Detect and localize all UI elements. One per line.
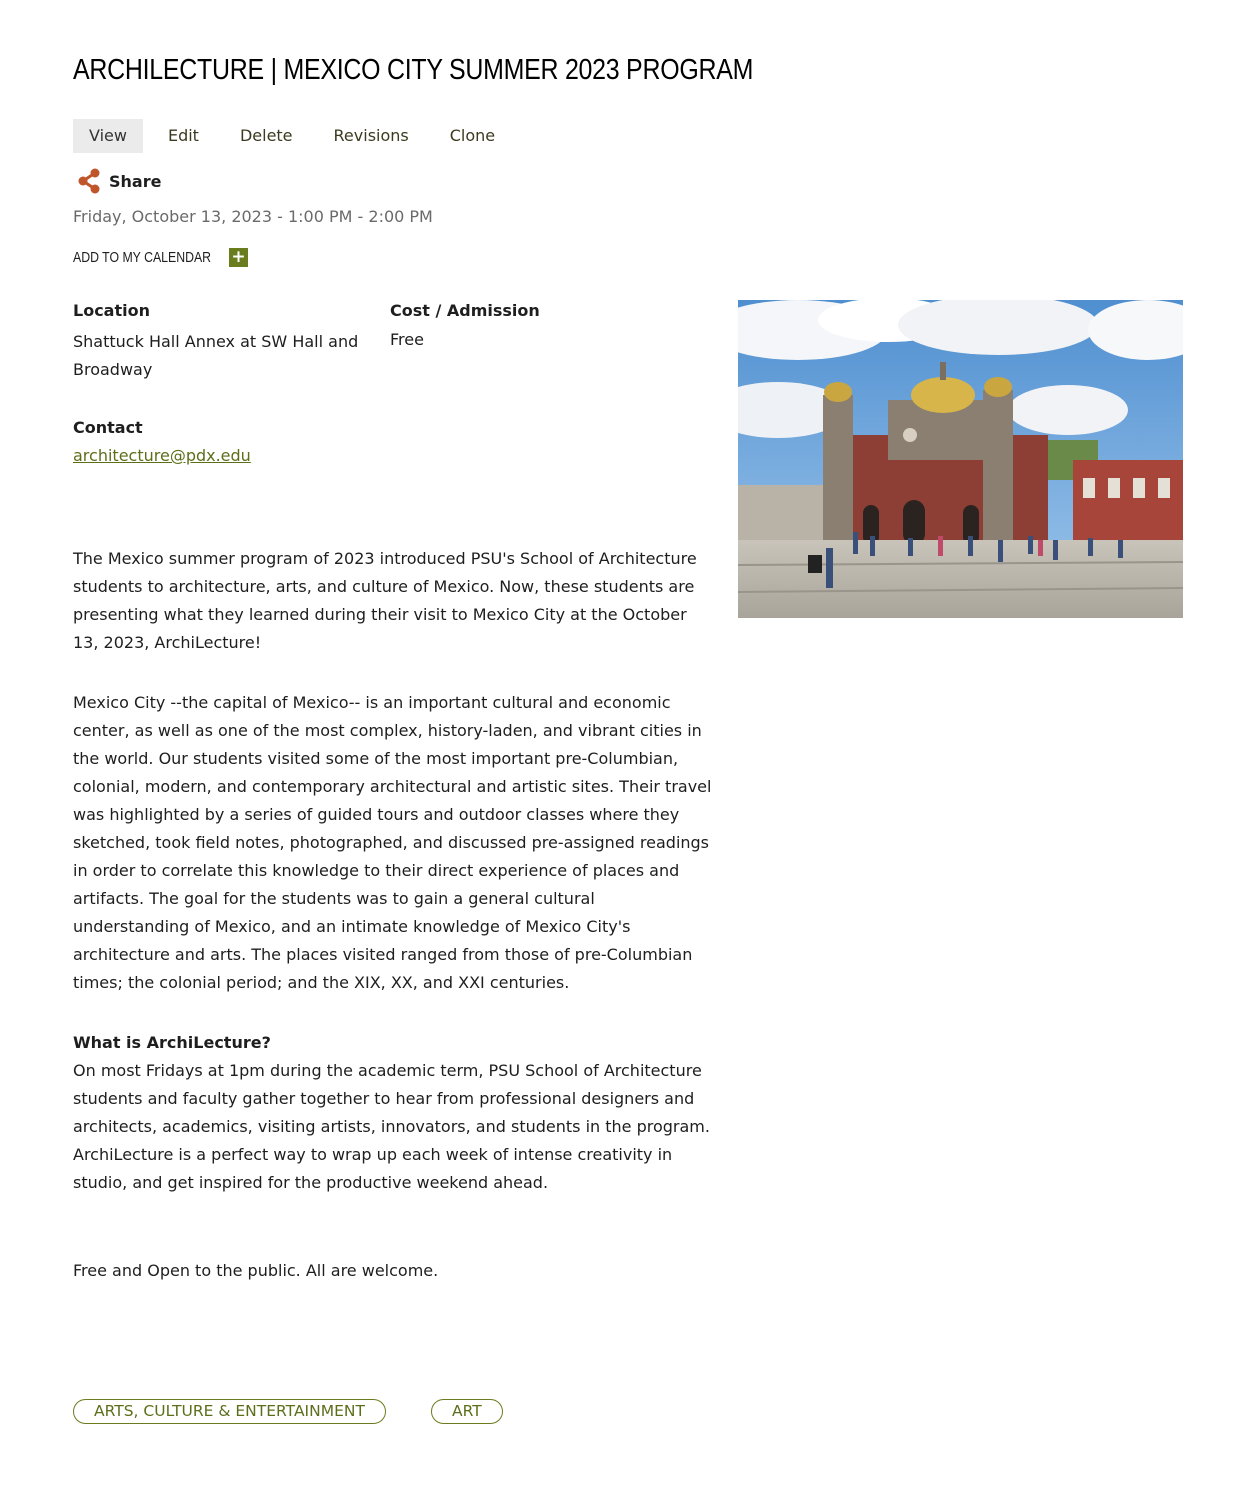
tag-arts-culture-entertainment[interactable]: ARTS, CULTURE & ENTERTAINMENT — [73, 1399, 386, 1424]
archilecture-subheading: What is ArchiLecture? — [73, 1033, 271, 1052]
location-heading: Location — [73, 301, 150, 320]
cost-value: Free — [390, 330, 424, 349]
location-line-1: Shattuck Hall Annex at SW Hall and — [73, 332, 359, 351]
share-label: Share — [109, 171, 162, 191]
admin-tabs — [73, 119, 520, 153]
contact-heading: Contact — [73, 418, 143, 437]
event-photo — [738, 300, 1183, 618]
location-line-2: Broadway — [73, 360, 153, 379]
tab-view[interactable]: View — [73, 119, 143, 153]
tab-edit[interactable]: Edit — [167, 126, 199, 145]
tag-art[interactable]: ART — [431, 1399, 503, 1424]
body-paragraph-4: Free and Open to the public. All are welcome. — [73, 1261, 439, 1280]
body-paragraph-2: Mexico City --the capital of Mexico-- is an important cultural and economic center, as well as one of the most complex, history-laden, and vibrant cities in the world. Our students visited some of the most important pre-Columbian, colonial, modern, and contemporary architectural and artistic sites. Their travel was highlighted by a series of guided tours and outdoor classes where they sketched, took field notes, photographed, and discussed pre-assigned readings in order to correlate this knowledge to their direct experience of places and artifacts. The goal for the students was to gain a general cultural understanding of Mexico, and an intimate knowledge of Mexico City's architecture and arts. The places visited ranged from those of pre-Columbian times; the colonial period; and the XIX, XX, and XXI centuries. — [73, 693, 712, 992]
page-title: ARCHILECTURE | MEXICO CITY SUMMER 2023 PROGRAM — [73, 54, 754, 86]
tab-delete[interactable]: Delete — [239, 126, 293, 145]
plus-icon: + — [229, 248, 248, 267]
cost-heading: Cost / Admission — [390, 301, 540, 320]
body-paragraph-1: The Mexico summer program of 2023 introduced PSU's School of Architecture students to architecture, arts, and culture of Mexico. Now, these students are presenting what they learned during their visit to Mexico City at the October 13, 2023, ArchiLecture! — [73, 549, 697, 652]
body-paragraph-3: On most Fridays at 1pm during the academic term, PSU School of Architecture students and faculty gather together to hear from professional designers and architects, academics, visiting artists, innovators, and students in the program. ArchiLecture is a perfect way to wrap up each week of intense creativity in studio, and get inspired for the productive weekend ahead. — [73, 1061, 710, 1192]
share-button[interactable] — [77, 168, 161, 194]
tab-clone[interactable]: Clone — [449, 126, 496, 145]
share-icon — [77, 168, 101, 194]
event-datetime: Friday, October 13, 2023 - 1:00 PM - 2:00 PM — [73, 207, 433, 226]
add-to-calendar-label: ADD TO MY CALENDAR — [73, 249, 212, 266]
add-to-calendar-button[interactable] — [73, 248, 248, 267]
tab-revisions[interactable]: Revisions — [333, 126, 409, 145]
contact-email-link[interactable]: architecture@pdx.edu — [73, 446, 251, 465]
